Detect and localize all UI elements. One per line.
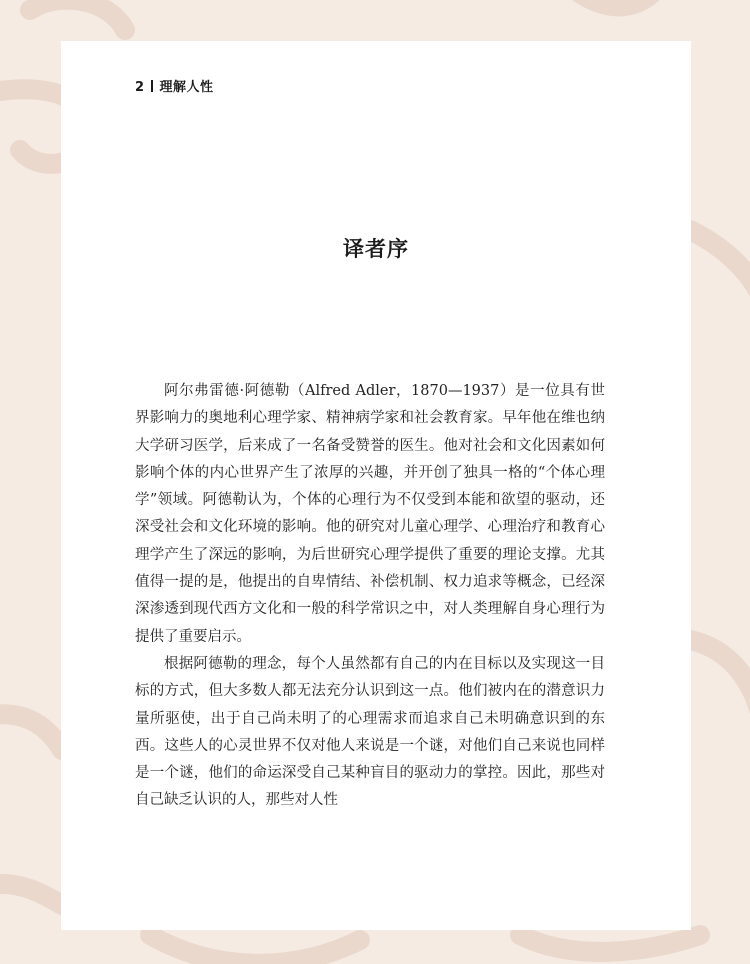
page-number: 2 [135, 80, 145, 95]
paragraph: 阿尔弗雷德·阿德勒（Alfred Adler，1870—1937）是一位具有世界影响力的奥地利心理学家、精神病学家和社会教育家。早年他在维也纳大学研习医学，后来成了一名备受赞誉的医生。他对社会和文化因素如何影响个体的内心世界产生了浓厚的兴趣，并开创了独具一格的“个体心理学”领域。阿德勒认为，个体的心理行为不仅受到本能和欲望的驱动，还深受社会和文化环境的影响。他的研究对儿童心理学、心理治疗和教育心理学产生了深远的影响，为后世研究心理学提供了重要的理论支撑。尤其值得一提的是，他提出的自卑情结、补偿机制、权力追求等概念，已经深深渗透到现代西方文化和一般的科学常识之中，对人类理解自身心理行为提供了重要启示。 [135, 383, 605, 645]
book-page [61, 41, 691, 930]
book-title: 理解人性 [159, 80, 214, 95]
header-separator [151, 80, 153, 92]
paragraph: 根据阿德勒的理念，每个人虽然都有自己的内在目标以及实现这一目标的方式，但大多数人都无法充分认识到这一点。他们被内在的潜意识力量所驱使，出于自己尚未明了的心理需求而追求自己未明确意识到的东西。这些人的心灵世界不仅对他人来说是一个谜，对他们自己来说也同样是一个谜，他们的命运深受自己某种盲目的驱动力的掌控。因此，那些对自己缺乏认识的人，那些对人性 [135, 655, 605, 809]
body-text [135, 378, 605, 815]
chapter-title: 译者序 [343, 236, 409, 261]
running-header [135, 76, 214, 95]
